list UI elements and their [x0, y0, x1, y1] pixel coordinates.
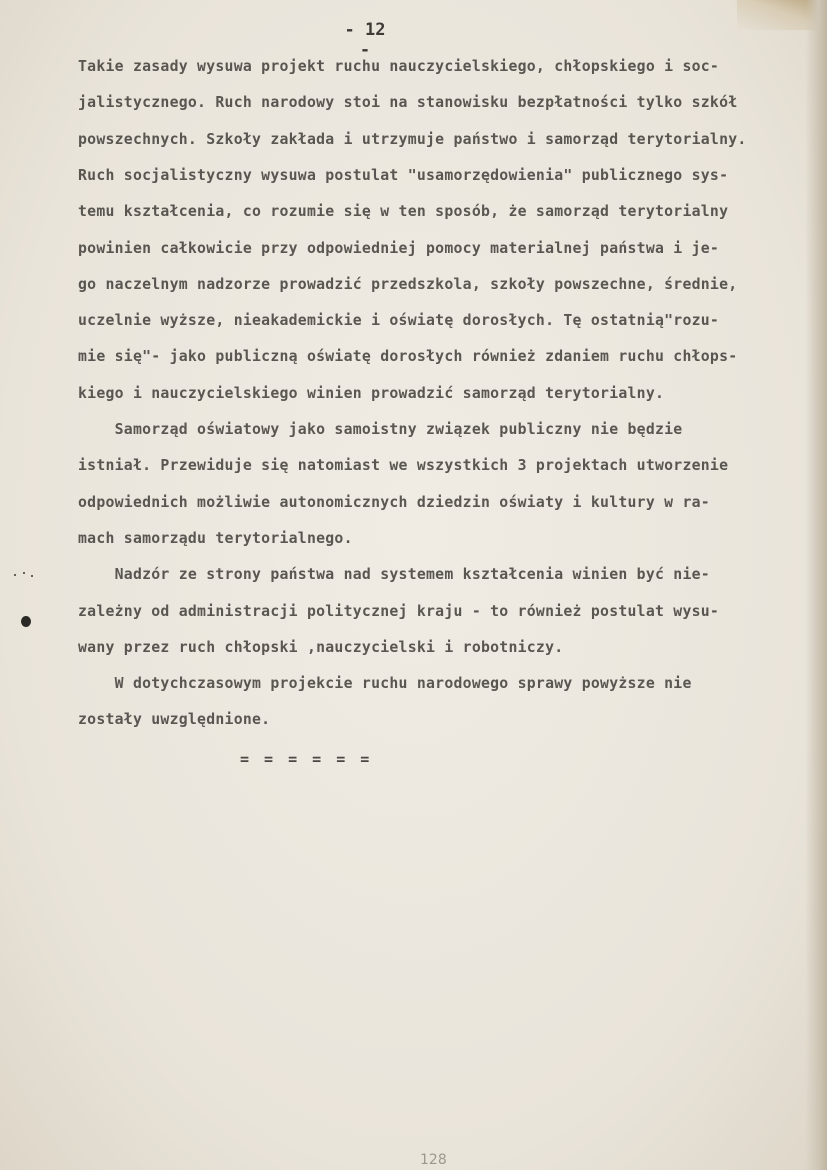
text-line: temu kształcenia, co rozumie się w ten sposób, że samorząd terytorialny [78, 203, 729, 221]
text-line: kiego i nauczycielskiego winien prowadzić samorząd terytorialny. [78, 384, 665, 402]
text-line: go naczelnym nadzorze prowadzić przedszkola, szkoły powszechne, średnie, [78, 275, 738, 293]
text-line: zostały uwzględnione. [78, 711, 271, 729]
text-line: Takie zasady wysuwa projekt ruchu nauczycielskiego, chłopskiego i soc- [78, 58, 720, 75]
text-line: powinien całkowicie przy odpowiedniej pomocy materialnej państwa i je- [78, 239, 720, 257]
text-line: W dotychczasowym projekcie ruchu narodowego sprawy powyższe nie [78, 675, 692, 693]
page-number: - 12 - [344, 20, 386, 60]
ink-specks [14, 570, 34, 580]
paper-edge-shadow [805, 0, 827, 1170]
text-line: mie się"- jako publiczną oświatę dorosłych również zdaniem ruchu chłops- [78, 348, 738, 366]
text-line: Samorząd oświatowy jako samoistny związek publiczny nie będzie [78, 421, 683, 438]
text-line: mach samorządu terytorialnego. [78, 529, 353, 547]
section-separator: = = = = = = [240, 750, 373, 768]
punch-hole [21, 616, 31, 627]
text-line: jalistycznego. Ruch narodowy stoi na stanowisku bezpłatności tylko szkół [78, 94, 738, 112]
text-line: powszechnych. Szkoły zakłada i utrzymuje państwo i samorząd terytorialny. [78, 130, 747, 148]
text-line: uczelnie wyższe, nieakademickie i oświatę dorosłych. Tę ostatnią"rozu- [78, 312, 720, 330]
text-line: Ruch socjalistyczny wysuwa postulat "usamorzędowienia" publicznego sys- [78, 166, 729, 184]
text-line: Nadzór ze strony państwa nad systemem kształcenia winien być nie- [78, 566, 710, 584]
text-line: odpowiednich możliwie autonomicznych dziedzin oświaty i kultury w ra- [78, 493, 710, 511]
text-line: zależny od administracji politycznej kraju - to również postulat wysu- [78, 602, 720, 620]
text-line: wany przez ruch chłopski ,nauczycielski i robotniczy. [78, 638, 564, 656]
archive-folio-number: 128 [420, 1152, 447, 1168]
text-line: istniał. Przewiduje się natomiast we wszystkich 3 projektach utworzenie [78, 457, 729, 475]
